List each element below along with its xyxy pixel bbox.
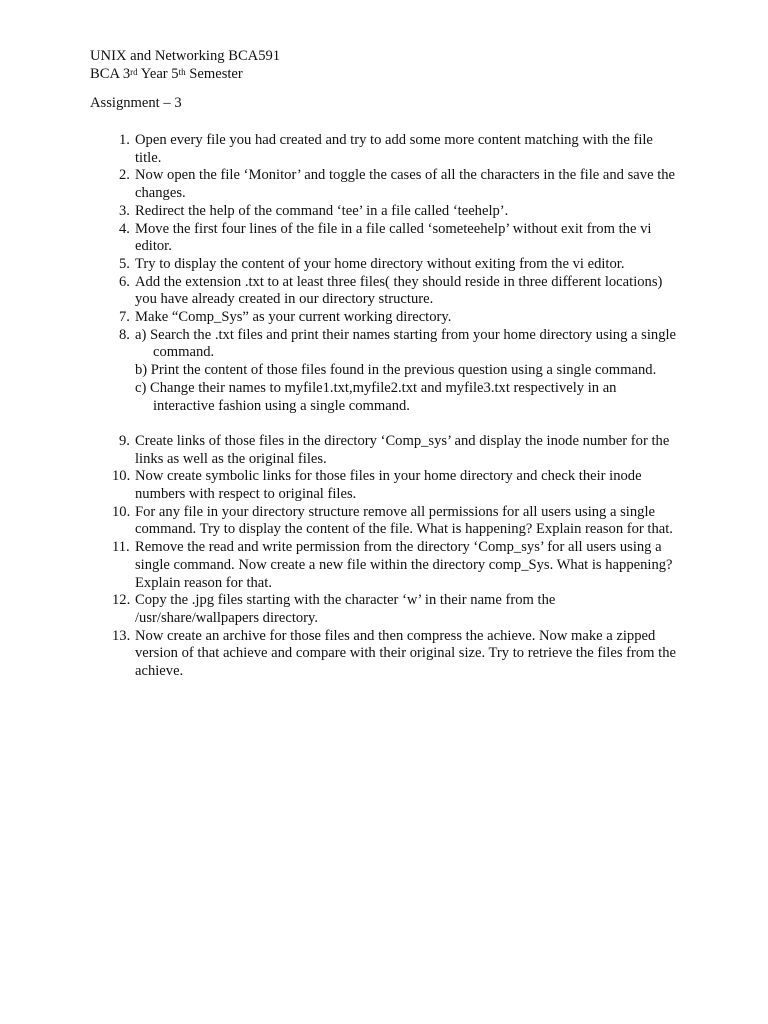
course-title: UNIX and Networking BCA591: [90, 48, 281, 64]
list-item: [90, 132, 680, 167]
list-item: [90, 592, 680, 627]
list-item: [90, 309, 680, 327]
item-text: Now create an archive for those files and then compress the achieve. Now make a zipped version of that achieve and compare with their original size. Try to retrieve the files from the achieve.: [135, 627, 677, 680]
item-number: 10.: [112, 503, 131, 520]
item-text: Make “Comp_Sys” as your current working directory.: [135, 309, 452, 326]
item-number: 10.: [112, 468, 131, 485]
list-item: [90, 468, 680, 503]
item-text: Move the first four lines of the file in a file called ‘someteehelp’ without exit from the vi editor.: [135, 220, 652, 255]
list-item: [90, 167, 680, 202]
list-item: [90, 203, 680, 221]
item-number: 9.: [119, 432, 130, 449]
item-number: 13.: [112, 627, 131, 644]
item-text: Try to display the content of your home directory without exiting from the vi editor.: [135, 255, 625, 272]
item-number: 6.: [119, 273, 130, 290]
list-item: [90, 256, 680, 274]
item-text: Remove the read and write permission from the directory ‘Comp_sys’ for all users using a single command. Now create a new file within the directory comp_Sys. What is happening? Explain reason for that.: [135, 539, 673, 591]
assignment-list: [90, 132, 680, 681]
item-text: Copy the .jpg files starting with the character ‘w’ in their name from the /usr/share/wallpapers directory.: [135, 592, 556, 626]
item-number: 5.: [119, 255, 130, 272]
item-text: Now open the file ‘Monitor’ and toggle the cases of all the characters in the file and save the changes.: [135, 167, 676, 202]
item-text: Open every file you had created and try to add some more content matching with the file title.: [135, 132, 653, 166]
item-text: Redirect the help of the command ‘tee’ in a file called ‘teehelp’.: [135, 202, 509, 219]
item-number: 8.: [119, 326, 130, 343]
sub-item-c: c) Change their names to myfile1.txt,myfile2.txt and myfile3.txt respectively in an interactive fashion using a single command.: [135, 379, 617, 414]
list-item: [90, 327, 680, 416]
item-number: 7.: [119, 309, 130, 326]
sub-item-b: b) Print the content of those files found in the previous question using a single command.: [135, 362, 657, 379]
item-number: 12.: [112, 592, 131, 609]
item-text: Create links of those files in the directory ‘Comp_sys’ and display the inode number for the links as well as the original files.: [135, 432, 670, 467]
item-number: 1.: [119, 132, 130, 148]
item-number: 11.: [112, 539, 130, 556]
list-item: [90, 628, 680, 681]
item-number: 3.: [119, 202, 130, 219]
item-number: 2.: [119, 167, 130, 184]
list-item: [90, 504, 680, 539]
item-text: Now create symbolic links for those files in your home directory and check their inode numbers with respect to original files.: [135, 468, 642, 503]
item-text: Add the extension .txt to at least three files( they should reside in three different locations) you have already created in our directory structure.: [135, 273, 663, 308]
assignment-title: Assignment – 3: [90, 95, 182, 111]
item-number: 4.: [119, 220, 130, 237]
sub-item-a: a) Search the .txt files and print their names starting from your home directory using a single command.: [135, 326, 677, 361]
item-text: For any file in your directory structure remove all permissions for all users using a single command. Try to display the content of the file. What is happening? Explain reason for that.: [135, 503, 673, 538]
course-year-semester: BCA 3rd Year 5th Semester: [90, 66, 243, 82]
list-item: [90, 274, 680, 309]
document-header: [90, 47, 280, 83]
list-item: [90, 539, 680, 592]
list-item: [90, 221, 680, 256]
spacer: [90, 415, 680, 433]
list-item: [90, 433, 680, 468]
